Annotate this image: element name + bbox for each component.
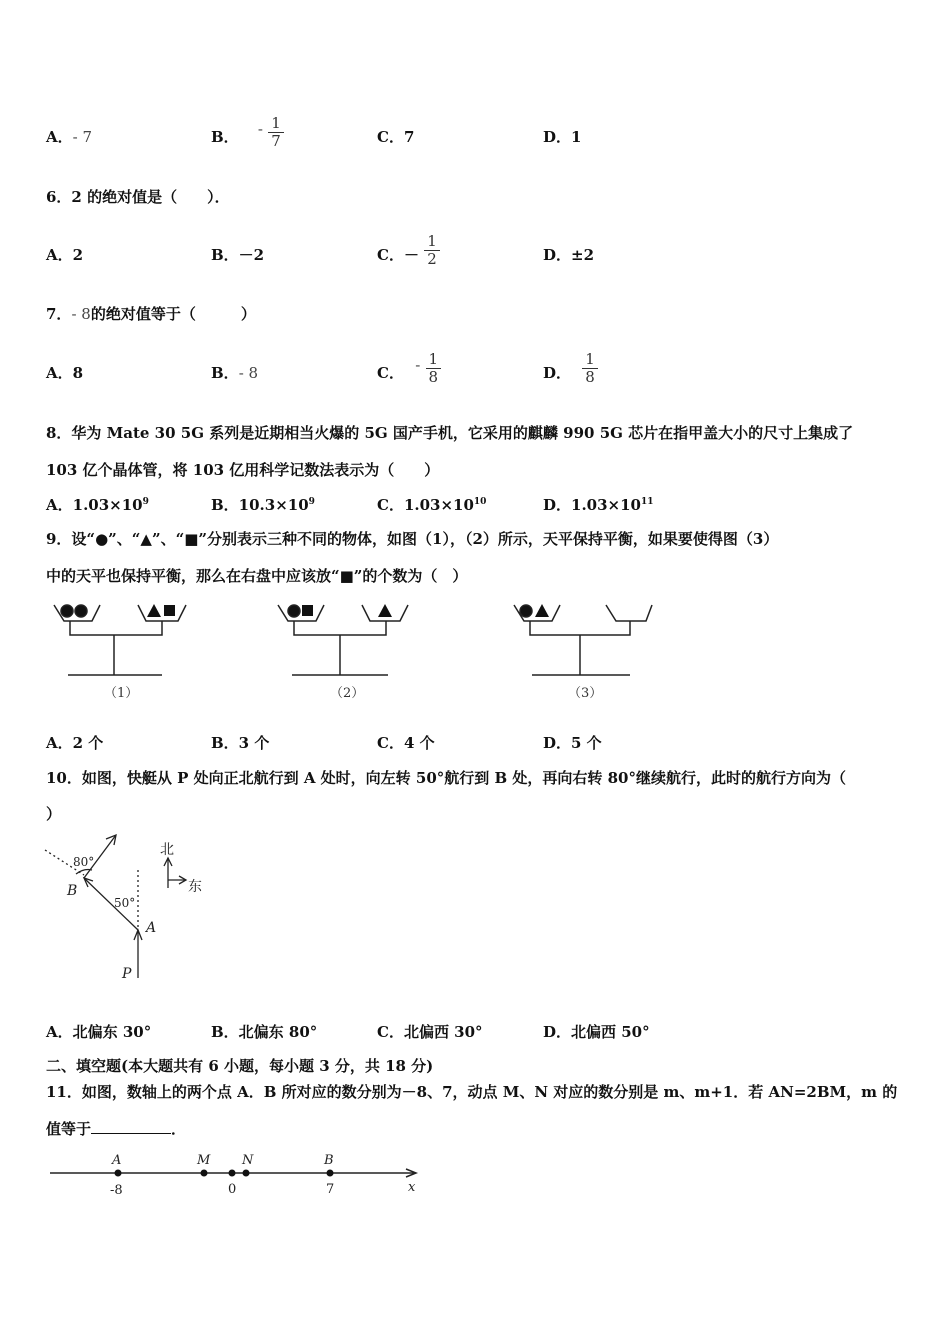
fig1-caption: （1） bbox=[104, 686, 139, 701]
q7-stem bbox=[46, 303, 256, 324]
q8-option-b bbox=[211, 494, 315, 515]
q7-stem-rest: 的绝对值等于（ ） bbox=[90, 305, 256, 323]
section-2-title: 二、填空题(本大题共有 6 小题，每小题 3 分，共 18 分) bbox=[46, 1057, 434, 1075]
q6-option-c-label: C．－ bbox=[377, 246, 419, 264]
q9-option-b: B．3 个 bbox=[211, 734, 270, 752]
tick-zero: 0 bbox=[228, 1182, 237, 1197]
q5-option-b-denominator: 7 bbox=[271, 131, 281, 150]
q5-option-a-label: A． bbox=[46, 128, 73, 146]
point-n-dot bbox=[243, 1170, 250, 1177]
q11-stem-line2-pre: 值等于 bbox=[46, 1120, 92, 1138]
q8-option-c bbox=[377, 494, 486, 515]
q5-option-c: C．7 bbox=[377, 128, 415, 146]
square-shape-icon bbox=[302, 605, 313, 616]
q6-option-a: A．2 bbox=[46, 246, 84, 264]
q10-option-b: B．北偏东 80° bbox=[211, 1023, 318, 1041]
q9-option-a: A．2 个 bbox=[46, 734, 104, 752]
tick-neg8: -8 bbox=[110, 1183, 123, 1198]
point-a-dot bbox=[115, 1170, 122, 1177]
q9-stem-line1: 9．设“●”、“▲”、“■”分别表示三种不同的物体，如图（1），（2）所示，天平保持平衡，如果要使得图（3） bbox=[46, 530, 779, 548]
q7-option-b bbox=[211, 362, 258, 383]
q5-option-a bbox=[46, 126, 92, 147]
q10-stem-line2: ） bbox=[46, 805, 62, 823]
fig2-caption: （2） bbox=[330, 686, 365, 701]
q5-option-b-sign: - bbox=[257, 120, 263, 138]
fig3-caption: （3） bbox=[568, 686, 603, 701]
q8-stem-line1: 8．华为 Mate 30 5G 系列是近期相当火爆的 5G 国产手机，它采用的麒麟 990 5G 芯片在指甲盖大小的尺寸上集成了 bbox=[46, 424, 854, 442]
origin-dot bbox=[229, 1170, 236, 1177]
triangle-shape-icon bbox=[535, 604, 549, 617]
circle-shape-icon bbox=[61, 605, 73, 617]
q7-option-d-denominator: 8 bbox=[585, 367, 595, 386]
angle-arc bbox=[76, 870, 92, 875]
q6-option-d: D．±2 bbox=[543, 246, 595, 264]
q8-stem-line2: 103 亿个晶体管，将 103 亿用科学记数法表示为（ ） bbox=[46, 461, 440, 479]
triangle-shape-icon bbox=[378, 604, 392, 617]
q10-option-c: C．北偏西 30° bbox=[377, 1023, 483, 1041]
q5-option-b bbox=[211, 102, 284, 156]
point-m-dot bbox=[201, 1170, 208, 1177]
q8-option-c-base: C．1.03×10 bbox=[377, 496, 474, 514]
q7-option-b-value: - 8 bbox=[238, 364, 259, 382]
q5-option-a-value: - 7 bbox=[72, 128, 93, 146]
q7-option-d-label: D． bbox=[543, 364, 572, 382]
q6-option-c-denominator: 2 bbox=[427, 249, 437, 268]
circle-shape-icon bbox=[75, 605, 87, 617]
q7-option-d-numerator: 1 bbox=[582, 351, 598, 369]
point-a-label: A bbox=[146, 920, 157, 936]
q10-stem-line1: 10．如图，快艇从 P 处向正北航行到 A 处时，向左转 50°航行到 B 处，再向右转 80°继续航行，此时的航行方向为（ bbox=[46, 769, 846, 787]
q8-option-a bbox=[46, 494, 149, 515]
east-label: 东 bbox=[188, 879, 202, 895]
q9-stem-line2: 中的天平也保持平衡，那么在右盘中应该放“■”的个数为（ ） bbox=[46, 567, 468, 585]
q11-stem-line2-post: ． bbox=[171, 1120, 187, 1138]
q5-option-b-fraction bbox=[268, 115, 284, 150]
q7-option-c-numerator: 1 bbox=[426, 351, 442, 369]
q8-option-b-base: B．10.3×10 bbox=[211, 496, 309, 514]
q8-option-a-exponent: 9 bbox=[142, 497, 149, 507]
q9-balance-figures bbox=[40, 595, 680, 710]
q7-option-c-label: C． bbox=[377, 364, 404, 382]
q7-neg-value: - 8 bbox=[71, 305, 91, 323]
q11-number-line bbox=[40, 1148, 440, 1203]
q10-option-d: D．北偏西 50° bbox=[543, 1023, 650, 1041]
circle-shape-icon bbox=[520, 605, 532, 617]
q7-option-c-denominator: 8 bbox=[428, 367, 439, 386]
circle-shape-icon bbox=[288, 605, 300, 617]
label-a: A bbox=[112, 1153, 122, 1168]
q11-stem-line2 bbox=[46, 1118, 186, 1139]
q7-option-c bbox=[377, 338, 441, 392]
q7-option-b-label: B． bbox=[211, 364, 239, 382]
q7-option-d-fraction bbox=[582, 351, 598, 386]
square-shape-icon bbox=[164, 605, 175, 616]
q7-option-c-sign: - bbox=[415, 356, 421, 374]
tick-seven: 7 bbox=[326, 1182, 335, 1197]
q7-number: 7． bbox=[46, 305, 72, 323]
balance-2 bbox=[278, 604, 408, 675]
angle-80-label: 80° bbox=[73, 855, 95, 869]
q6-option-b: B．－2 bbox=[211, 246, 265, 264]
label-b: B bbox=[324, 1153, 334, 1168]
q5-option-b-label: B． bbox=[211, 128, 239, 146]
angle-50-label: 50° bbox=[114, 896, 136, 910]
q8-option-c-exponent: 10 bbox=[473, 497, 487, 507]
q7-option-a: A．8 bbox=[46, 364, 84, 382]
q8-option-a-base: A．1.03×10 bbox=[46, 496, 143, 514]
triangle-shape-icon bbox=[147, 604, 161, 617]
q5-option-b-numerator: 1 bbox=[268, 115, 284, 133]
q10-option-a: A．北偏东 30° bbox=[46, 1023, 152, 1041]
q11-stem-line1: 11．如图，数轴上的两个点 A．B 所对应的数分别为－8、7，动点 M、N 对应的数分别是 m、m+1．若 AN=2BM，m 的 bbox=[46, 1083, 898, 1101]
q9-option-d: D．5 个 bbox=[543, 734, 602, 752]
point-b-label: B bbox=[67, 883, 78, 899]
axis-x-label: x bbox=[408, 1180, 416, 1195]
q5-option-d: D．1 bbox=[543, 128, 582, 146]
q8-option-d-exponent: 11 bbox=[640, 497, 654, 507]
balance-1 bbox=[54, 604, 186, 675]
q7-option-c-fraction bbox=[426, 351, 442, 386]
q10-navigation-figure bbox=[40, 830, 230, 990]
q8-option-d bbox=[543, 494, 654, 515]
q9-option-c: C．4 个 bbox=[377, 734, 435, 752]
q6-stem: 6．2 的绝对值是（ ）． bbox=[46, 188, 230, 206]
label-n: N bbox=[242, 1153, 254, 1168]
q11-answer-blank[interactable] bbox=[91, 1119, 171, 1134]
q6-option-c-fraction bbox=[424, 233, 440, 268]
q8-option-d-base: D．1.03×10 bbox=[543, 496, 641, 514]
q8-option-b-exponent: 9 bbox=[308, 497, 315, 507]
point-b-dot bbox=[327, 1170, 334, 1177]
q7-option-d bbox=[543, 338, 598, 392]
balance-3 bbox=[514, 604, 652, 675]
north-label: 北 bbox=[160, 842, 174, 858]
point-p-label: P bbox=[122, 966, 132, 982]
label-m: M bbox=[197, 1153, 211, 1168]
q6-option-c-numerator: 1 bbox=[424, 233, 440, 251]
q6-option-c bbox=[377, 221, 440, 274]
